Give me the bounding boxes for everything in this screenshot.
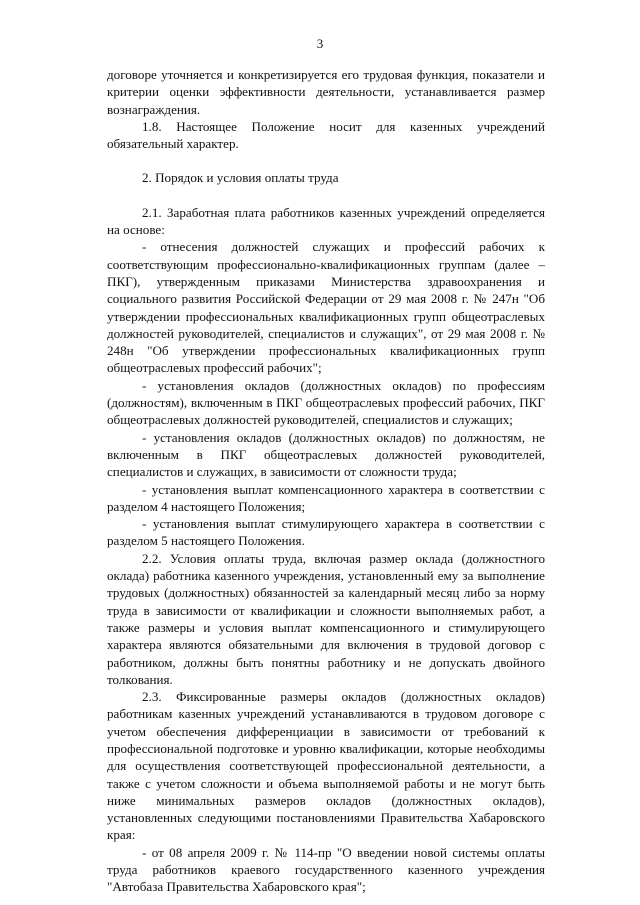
document-body <box>107 66 545 896</box>
page-number: 3 <box>316 36 324 51</box>
list-item-incentive: - установления выплат стимулирующего характера в соответствии с разделом 5 настоящего Положения. <box>107 516 545 549</box>
paragraph-2-1: 2.1. Заработная плата работников казенных учреждений определяется на основе: <box>107 204 545 238</box>
paragraph-continuation: договоре уточняется и конкретизируется его трудовая функция, показатели и критерии оценки эффективности деятельности, устанавливается размер вознаграждения. <box>107 67 545 117</box>
list-item-compensation: - установления выплат компенсационного характера в соответствии с разделом 4 настоящего Положения; <box>107 481 545 514</box>
paragraph-2-2: 2.2. Условия оплаты труда, включая размер оклада (должностного оклада) работника казенного учреждения, установленный ему за выполнение трудовых (должностных) обязанностей за календарный месяц либо за норму труда в зависимости от квалификации и сложности выполняемых работ, а также размеры и условия выплат компенсационного и стимулирующего характера являются обязательными для включения в трудовой договор с работником, должны быть понятны работнику и не допускать двойного толкования. <box>107 550 545 687</box>
list-item-salaries-non-pkg: - установления окладов (должностных окладов) по должностям, не включенным в ПКГ общеотраслевых должностей руководителей, специалистов и служащих, в зависимости от сложности труда; <box>107 429 545 480</box>
section-heading: 2. Порядок и условия оплаты труда <box>142 170 339 186</box>
paragraph-2-3: 2.3. Фиксированные размеры окладов (должностных окладов) работникам казенных учреждений устанавливаются в трудовом договоре с учетом обеспечения дифференциации в зависимости от требований к профессиональной подготовке и уровню квалификации, которые необходимы для осуществления соответствующей профессиональной деятельности, а также с учетом сложности и объема выполняемой работы и не могут быть ниже минимальных размеров окладов (должностных окладов), установленных следующими постановлениями Правительства Хабаровского края: <box>107 689 545 843</box>
list-item-pkg: - отнесения должностей служащих и профессий рабочих к соответствующим профессионально-квалификационных группам (далее – ПКГ), утвержденным приказами Министерства здравоохранения и социального развития Российской Федерации от 29 мая 2008 г. № 247н "Об утверждении профессиональных квалификационных групп общеотраслевых должностей руководителей, специалистов и служащих", от 29 мая 2008 г. № 248н "Об утверждении профессиональных квалификационных групп общеотраслевых профессий рабочих"; <box>107 239 545 376</box>
list-item-decree: - от 08 апреля 2009 г. № 114-пр "О введении новой системы оплаты труда работников краевого государственного казенного учреждения "Автобаза Правительства Хабаровского края"; <box>107 844 545 895</box>
list-item-salaries-pkg: - установления окладов (должностных окладов) по профессиям (должностям), включенным в ПКГ общеотраслевых профессий рабочих, ПКГ общеотраслевых должностей руководителей, специалистов и служащих; <box>107 377 545 428</box>
paragraph-1-8: 1.8. Настоящее Положение носит для казенных учреждений обязательный характер. <box>107 118 545 152</box>
